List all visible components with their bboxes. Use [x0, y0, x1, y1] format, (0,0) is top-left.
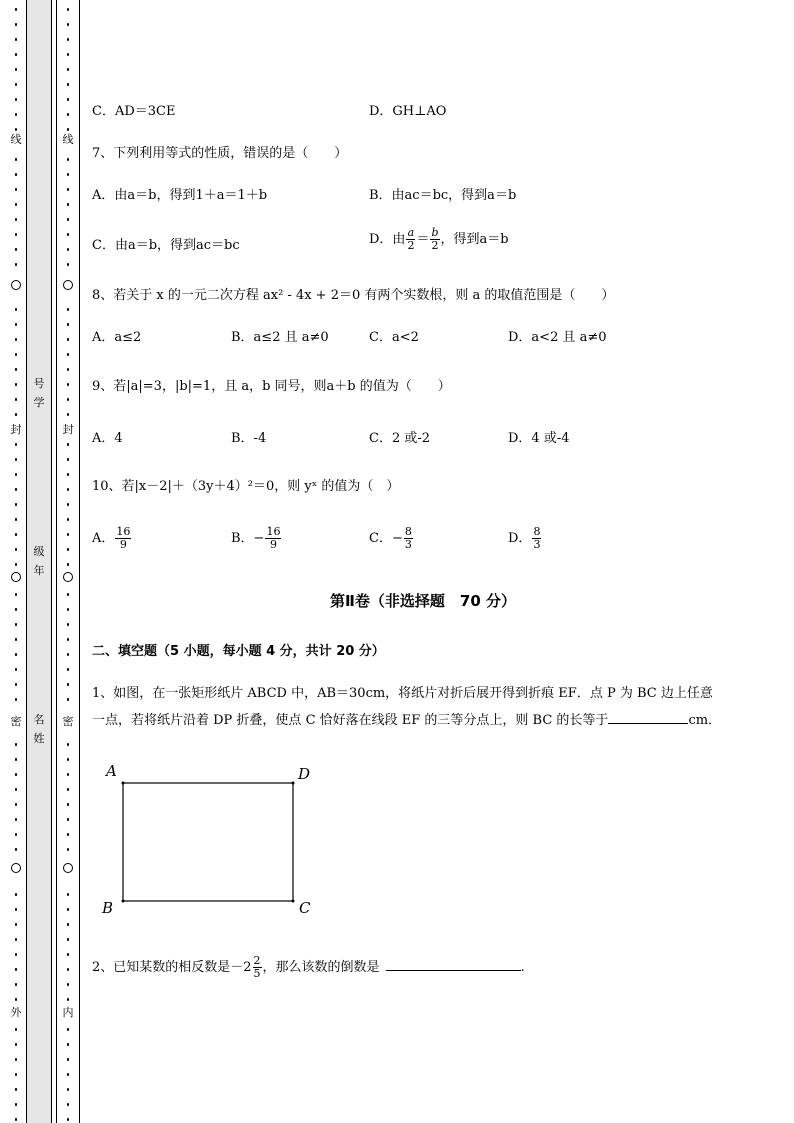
binding-dot	[15, 818, 18, 821]
vertex-label-a: A	[106, 762, 117, 780]
binding-hole-icon	[63, 280, 73, 290]
rectangle-abcd	[123, 783, 293, 901]
binding-dot	[67, 788, 70, 791]
binding-dot	[15, 848, 18, 851]
q9-option-a: A．4	[92, 431, 123, 446]
binding-dot	[67, 563, 70, 566]
binding-dot	[67, 1103, 70, 1106]
binding-dot	[67, 203, 70, 206]
binding-dot	[67, 848, 70, 851]
binding-dot	[67, 248, 70, 251]
binding-dot	[15, 113, 18, 116]
binding-dot	[15, 698, 18, 701]
binding-dot	[15, 953, 18, 956]
binding-dot	[67, 818, 70, 821]
q7-option-d: D．由 $\frac{a}{2}$ ＝ $\frac{b}{2}$ ，得到a＝b	[369, 226, 509, 252]
binding-label: 线	[62, 133, 74, 146]
binding-label: 封	[10, 423, 22, 436]
binding-dot	[15, 893, 18, 896]
binding-dot	[15, 353, 18, 356]
binding-dot	[67, 458, 70, 461]
binding-dot	[67, 503, 70, 506]
binding-dot	[67, 1088, 70, 1091]
binding-dot	[15, 788, 18, 791]
binding-dot	[15, 503, 18, 506]
binding-dot	[67, 98, 70, 101]
binding-dot	[15, 53, 18, 56]
binding-dot	[67, 953, 70, 956]
binding-dot	[15, 743, 18, 746]
binding-dot	[67, 893, 70, 896]
binding-label: 密	[10, 715, 22, 728]
binding-dot	[67, 173, 70, 176]
binding-dot	[15, 8, 18, 11]
binding-dot	[15, 1103, 18, 1106]
binding-label: 密	[62, 715, 74, 728]
binding-dot	[15, 998, 18, 1001]
name-label: 名 姓	[33, 713, 45, 745]
binding-dot	[67, 1073, 70, 1076]
binding-dot	[15, 473, 18, 476]
binding-dot	[67, 698, 70, 701]
binding-dot	[15, 443, 18, 446]
binding-dot	[15, 923, 18, 926]
binding-dot	[67, 233, 70, 236]
binding-dot	[67, 968, 70, 971]
q10-option-c: C．− $\frac{8}{3}$	[369, 525, 412, 551]
binding-line-outer	[10, 0, 22, 1123]
binding-dot	[67, 263, 70, 266]
binding-dot	[15, 593, 18, 596]
binding-dot	[15, 488, 18, 491]
binding-dot	[15, 23, 18, 26]
binding-dot	[67, 338, 70, 341]
binding-dot	[15, 218, 18, 221]
fill2-line: 2、已知某数的相反数是－2 $\frac{2}{5}$ ，那么该数的倒数是 .	[92, 954, 525, 980]
binding-hole-icon	[11, 863, 21, 873]
binding-label: 封	[62, 423, 74, 436]
vertex-label-d: D	[298, 765, 311, 783]
binding-dot	[67, 758, 70, 761]
binding-dot	[67, 398, 70, 401]
binding-dot	[15, 83, 18, 86]
binding-dot	[67, 983, 70, 986]
binding-dot	[67, 533, 70, 536]
binding-label: 线	[10, 133, 22, 146]
binding-dot	[15, 638, 18, 641]
binding-hole-icon	[63, 572, 73, 582]
q10-option-b: B．− $\frac{16}{9}$	[231, 525, 281, 551]
binding-dot	[67, 623, 70, 626]
rectangle-figure	[100, 760, 330, 920]
student-number-label: 号 学	[33, 377, 45, 409]
binding-dot	[67, 113, 70, 116]
binding-dot	[67, 308, 70, 311]
fill1-line1: 1、如图，在一张矩形纸片 ABCD 中，AB＝30cm，将纸片对折后展开得到折痕 EF．点 P 为 BC 边上任意	[92, 686, 713, 701]
binding-dot	[15, 1043, 18, 1046]
binding-dot	[15, 1058, 18, 1061]
binding-dot	[15, 983, 18, 986]
binding-dot	[67, 683, 70, 686]
binding-dot	[15, 833, 18, 836]
binding-dot	[15, 413, 18, 416]
binding-dot	[67, 8, 70, 11]
binding-dot	[67, 38, 70, 41]
q9-option-c: C．2 或-2	[369, 431, 431, 446]
binding-dot	[15, 203, 18, 206]
binding-dot	[15, 383, 18, 386]
q9-option-d: D．4 或-4	[508, 431, 570, 446]
binding-dot	[15, 518, 18, 521]
binding-dot	[15, 98, 18, 101]
q8-option-c: C．a<2	[369, 330, 419, 345]
q6-option-d: D．GH⊥AO	[369, 104, 447, 119]
binding-dot	[15, 548, 18, 551]
binding-dot	[15, 323, 18, 326]
fill1-line2: 一点，若将纸片沿着 DP 折叠，使点 C 恰好落在线段 EF 的三等分点上，则 BC 的长等于 cm．	[92, 713, 722, 728]
q7-stem: 7、下列利用等式的性质，错误的是（ ）	[92, 146, 348, 161]
binding-dot	[15, 233, 18, 236]
binding-dot	[15, 128, 18, 131]
binding-dot	[15, 188, 18, 191]
binding-dot	[67, 998, 70, 1001]
binding-dot	[15, 803, 18, 806]
binding-dot	[67, 743, 70, 746]
binding-dot	[15, 68, 18, 71]
q7-option-a: A．由a＝b，得到1＋a＝1＋b	[92, 188, 268, 203]
binding-dot	[15, 1088, 18, 1091]
binding-dot	[15, 248, 18, 251]
binding-dot	[67, 158, 70, 161]
binding-dot	[15, 38, 18, 41]
binding-dot	[67, 488, 70, 491]
binding-dot	[67, 668, 70, 671]
vertex-label-b: B	[102, 899, 114, 917]
binding-dot	[67, 188, 70, 191]
binding-dot	[15, 683, 18, 686]
vertex-label-c: C	[299, 899, 311, 917]
grade-label: 级 年	[33, 545, 45, 577]
q7-option-c: C．由a＝b，得到ac＝bc	[92, 238, 240, 253]
answer-blank-2[interactable]	[386, 970, 521, 971]
fill-section-heading: 二、填空题（5 小题，每小题 4 分，共计 20 分）	[92, 644, 385, 659]
binding-dot	[15, 668, 18, 671]
q6-option-c: C．AD＝3CE	[92, 104, 176, 119]
binding-dot	[67, 908, 70, 911]
binding-dot	[67, 923, 70, 926]
binding-dot	[15, 938, 18, 941]
binding-dot	[67, 383, 70, 386]
q8-option-a: A．a≤2	[92, 330, 142, 345]
binding-hole-icon	[63, 863, 73, 873]
q10-option-d: D． $\frac{8}{3}$	[508, 525, 541, 551]
binding-dot	[15, 1073, 18, 1076]
student-info-band	[26, 0, 52, 1123]
binding-dot	[15, 368, 18, 371]
binding-dot	[15, 623, 18, 626]
q8-option-d: D．a<2 且 a≠0	[508, 330, 607, 345]
binding-dot	[15, 458, 18, 461]
binding-dot	[67, 833, 70, 836]
binding-dot	[67, 638, 70, 641]
binding-dot	[67, 218, 70, 221]
q9-stem: 9、若|a|=3，|b|=1，且 a，b 同号，则a＋b 的值为（ ）	[92, 379, 451, 394]
binding-dot	[67, 443, 70, 446]
binding-dot	[67, 368, 70, 371]
binding-dot	[67, 413, 70, 416]
binding-dot	[67, 323, 70, 326]
binding-label: 外	[10, 1006, 22, 1019]
binding-dot	[67, 653, 70, 656]
binding-dot	[15, 563, 18, 566]
binding-dot	[15, 653, 18, 656]
binding-dot	[67, 53, 70, 56]
binding-dot	[67, 773, 70, 776]
binding-dot	[67, 608, 70, 611]
binding-dot	[67, 68, 70, 71]
binding-dot	[67, 548, 70, 551]
q9-option-b: B．-4	[231, 431, 267, 446]
binding-dot	[67, 938, 70, 941]
binding-line-inner	[62, 0, 74, 1123]
q10-option-a: A． $\frac{16}{9}$	[92, 525, 131, 551]
binding-dot	[67, 128, 70, 131]
binding-dot	[67, 353, 70, 356]
answer-blank-1[interactable]	[608, 723, 688, 724]
binding-dot	[15, 398, 18, 401]
binding-dot	[67, 1058, 70, 1061]
binding-hole-icon	[11, 280, 21, 290]
binding-dot	[15, 608, 18, 611]
binding-dot	[67, 83, 70, 86]
binding-dot	[15, 773, 18, 776]
q10-stem: 10、若|x－2|＋（3y＋4）²＝0，则 yˣ 的值为（ ）	[92, 479, 400, 494]
binding-dot	[67, 23, 70, 26]
binding-dot	[67, 1118, 70, 1121]
q8-stem: 8、若关于 x 的一元二次方程 ax² - 4x + 2＝0 有两个实数根，则 a 的取值范围是（ ）	[92, 288, 615, 303]
binding-dot	[15, 173, 18, 176]
q8-option-b: B．a≤2 且 a≠0	[231, 330, 329, 345]
binding-dot	[15, 263, 18, 266]
binding-dot	[67, 473, 70, 476]
binding-dot	[15, 1028, 18, 1031]
binding-label: 内	[62, 1006, 74, 1019]
binding-dot	[67, 803, 70, 806]
binding-hole-icon	[11, 572, 21, 582]
binding-dot	[15, 1118, 18, 1121]
binding-dot	[15, 308, 18, 311]
binding-dot	[15, 758, 18, 761]
binding-dot	[67, 518, 70, 521]
q7-option-b: B．由ac＝bc，得到a＝b	[369, 188, 517, 203]
binding-dot	[15, 533, 18, 536]
binding-dot	[67, 1028, 70, 1031]
part2-title: 第Ⅱ卷（非选择题 70 分）	[330, 592, 516, 610]
binding-dot	[15, 158, 18, 161]
binding-dot	[15, 338, 18, 341]
binding-dot	[15, 908, 18, 911]
binding-dot	[15, 968, 18, 971]
binding-dot	[67, 1043, 70, 1046]
binding-dot	[67, 593, 70, 596]
